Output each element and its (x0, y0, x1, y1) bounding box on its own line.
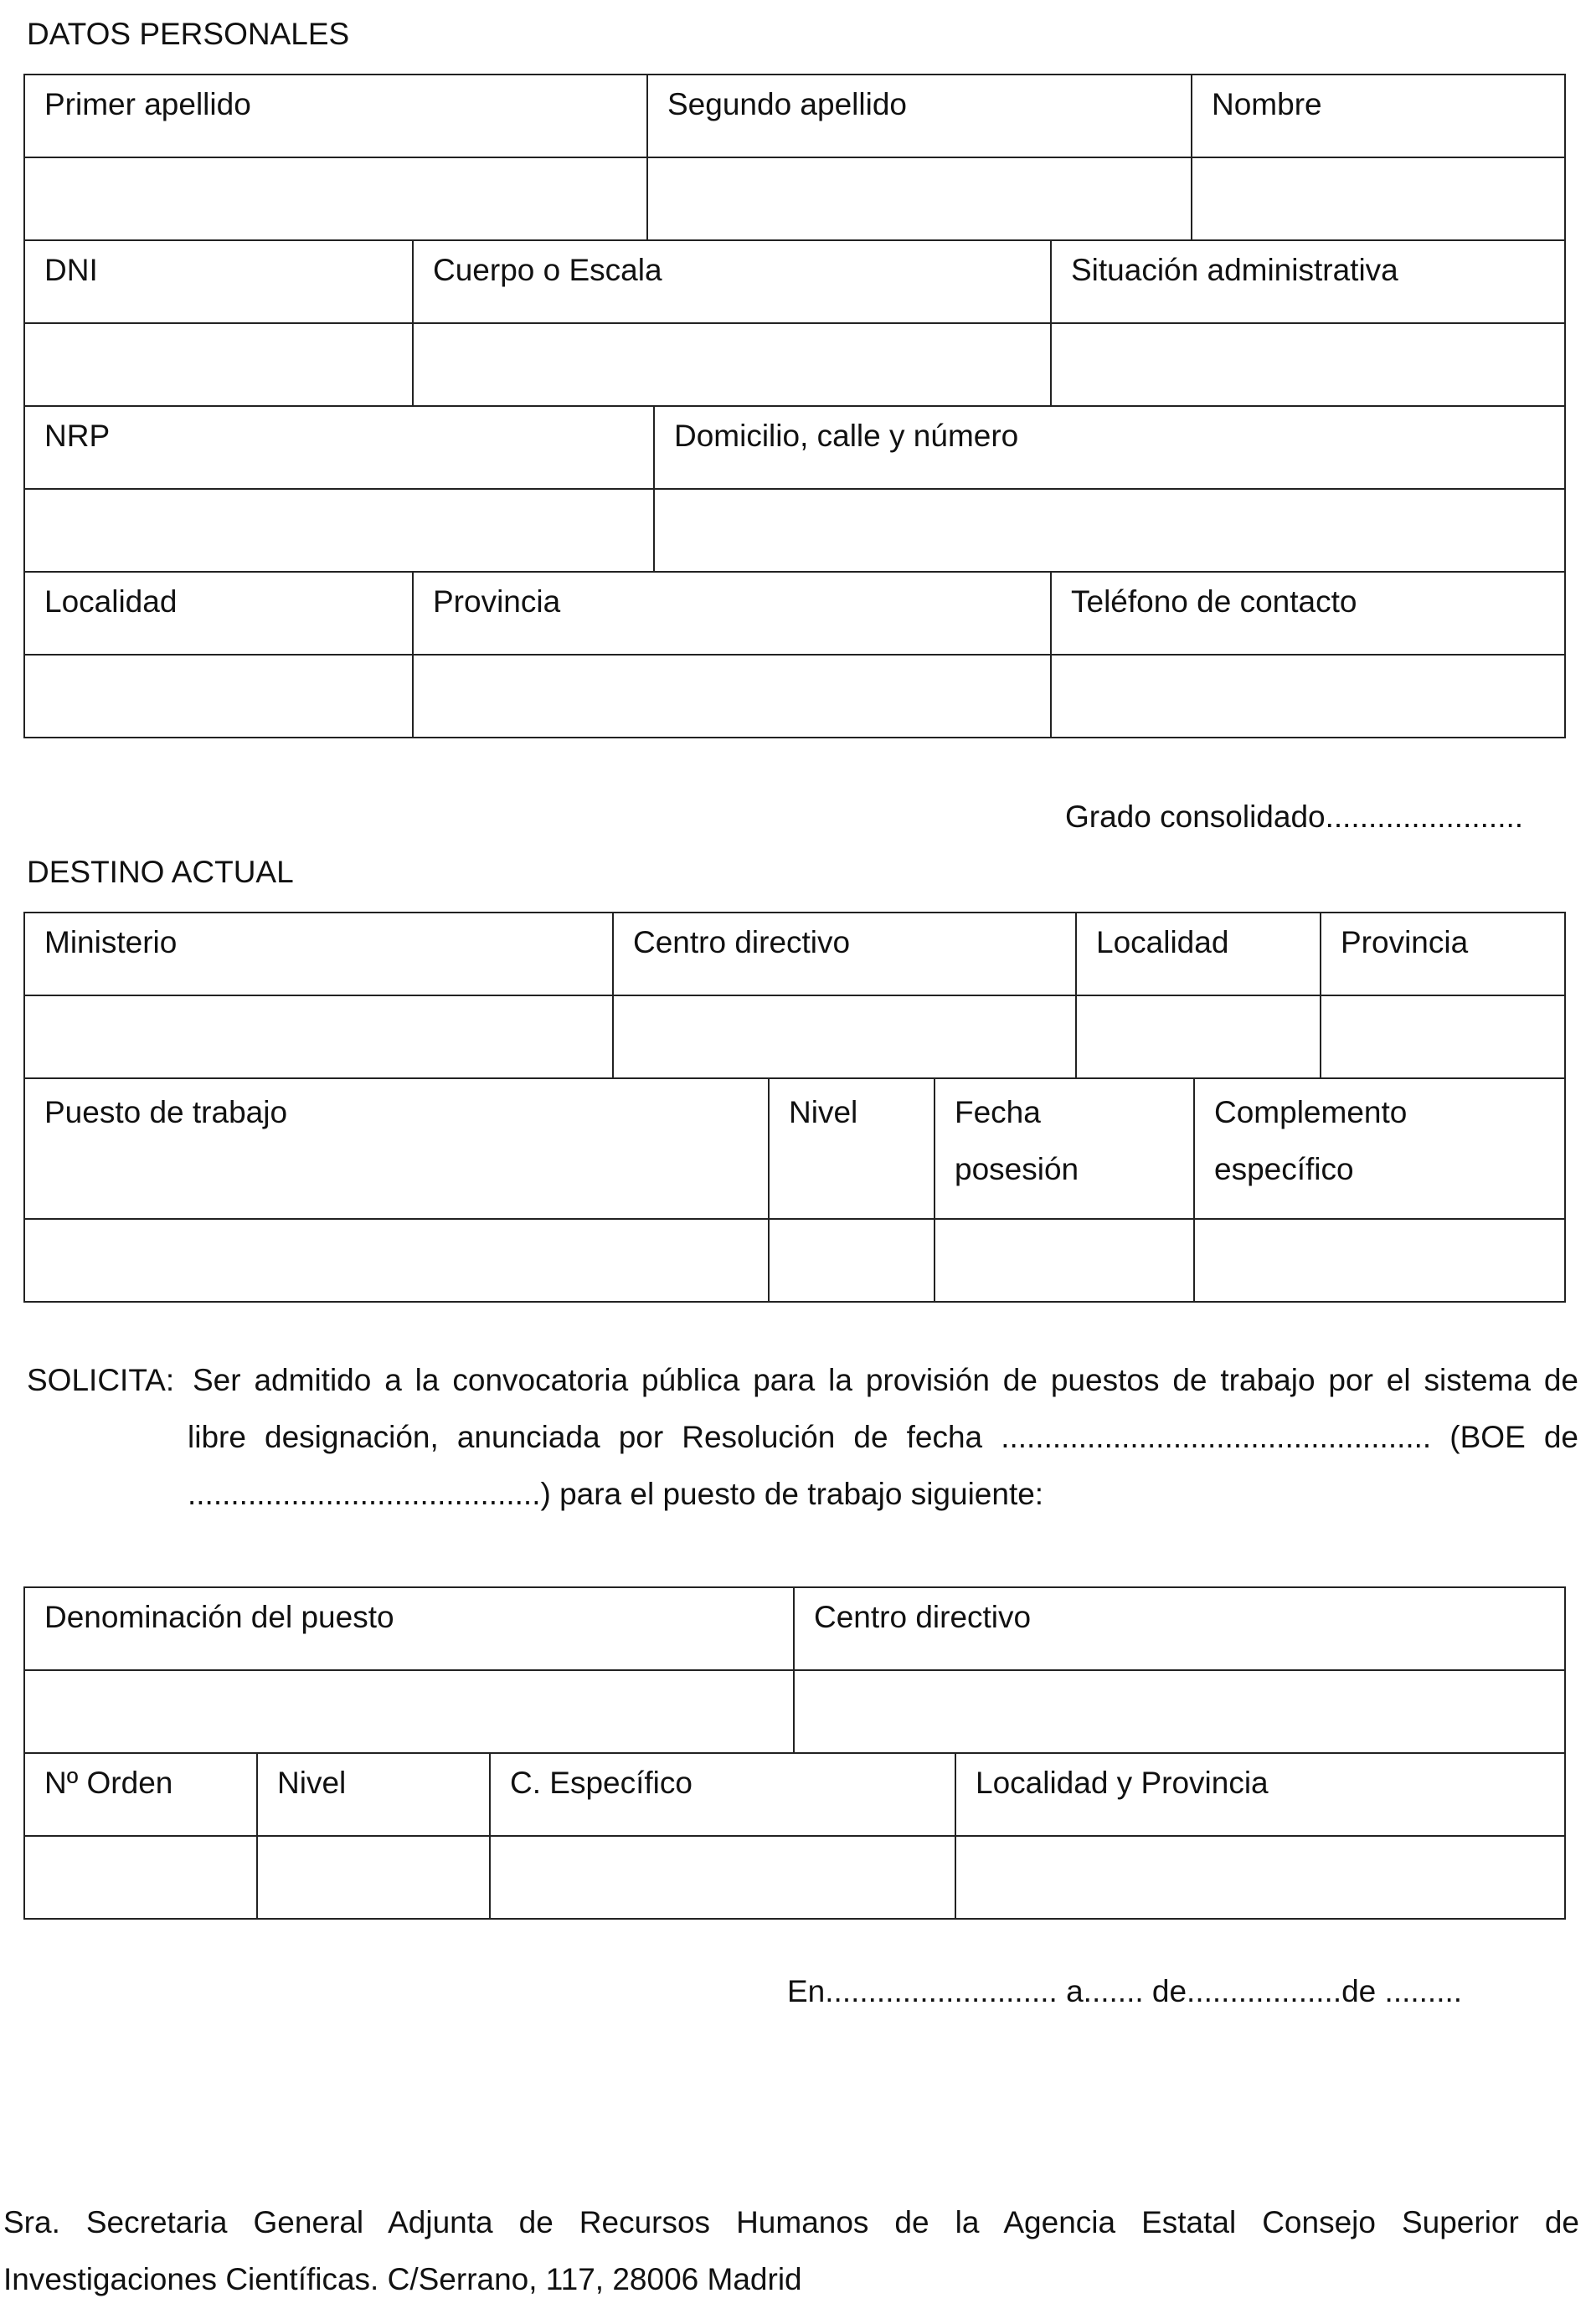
label-complemento-line1: Complemento (1214, 1095, 1408, 1129)
label-denominacion-puesto: Denominación del puesto (24, 1587, 794, 1670)
label-fecha-line2: posesión (955, 1152, 1079, 1186)
field-ministerio[interactable] (24, 995, 613, 1078)
destino-actual-table-1 (23, 912, 1566, 1079)
field-dni[interactable] (24, 323, 413, 406)
grado-consolidado: Grado consolidado....................... (1065, 800, 1524, 834)
label-complemento-especifico (1194, 1078, 1565, 1219)
label-solicitado-nivel: Nivel (257, 1753, 490, 1836)
label-complemento-line2: específico (1214, 1152, 1354, 1186)
field-destino-provincia[interactable] (1321, 995, 1565, 1078)
label-c-especifico: C. Específico (490, 1753, 955, 1836)
label-domicilio: Domicilio, calle y número (654, 406, 1565, 489)
field-c-especifico[interactable] (490, 1836, 955, 1919)
field-denominacion-puesto[interactable] (24, 1670, 794, 1753)
field-nivel[interactable] (769, 1219, 935, 1302)
field-solicitado-nivel[interactable] (257, 1836, 490, 1919)
label-ministerio: Ministerio (24, 913, 613, 995)
section-heading-destino-actual: DESTINO ACTUAL (27, 855, 294, 889)
label-provincia: Provincia (413, 572, 1051, 655)
destino-actual-table-2 (23, 1077, 1566, 1303)
field-telefono[interactable] (1051, 655, 1565, 738)
label-telefono: Teléfono de contacto (1051, 572, 1565, 655)
section-heading-datos-personales: DATOS PERSONALES (27, 17, 350, 51)
field-nombre[interactable] (1192, 157, 1565, 240)
label-nivel: Nivel (769, 1078, 935, 1219)
label-solicitado-centro-directivo: Centro directivo (794, 1587, 1565, 1670)
label-fecha-line1: Fecha (955, 1095, 1041, 1129)
label-nrp: NRP (24, 406, 654, 489)
label-segundo-apellido: Segundo apellido (647, 75, 1192, 157)
label-cuerpo-escala: Cuerpo o Escala (413, 240, 1051, 323)
field-domicilio[interactable] (654, 489, 1565, 572)
field-segundo-apellido[interactable] (647, 157, 1192, 240)
field-n-orden[interactable] (24, 1836, 257, 1919)
label-n-orden: Nº Orden (24, 1753, 257, 1836)
field-centro-directivo[interactable] (613, 995, 1076, 1078)
datos-personales-table-2 (23, 239, 1566, 407)
field-cuerpo-escala[interactable] (413, 323, 1051, 406)
datos-personales-table-1 (23, 74, 1566, 241)
footer-line-2: Investigaciones Científicas. C/Serrano, 117, 28006 Madrid (3, 2262, 802, 2296)
label-destino-provincia: Provincia (1321, 913, 1565, 995)
puesto-solicitado-table-1 (23, 1586, 1566, 1754)
solicita-label: SOLICITA: (27, 1363, 175, 1397)
solicita-line-1: Ser admitido a la convocatoria pública para la provisión de puestos de trabajo por el sistema de (193, 1363, 1578, 1397)
label-destino-localidad: Localidad (1076, 913, 1321, 995)
label-localidad-provincia: Localidad y Provincia (955, 1753, 1565, 1836)
field-situacion-administrativa[interactable] (1051, 323, 1565, 406)
field-complemento-especifico[interactable] (1194, 1219, 1565, 1302)
field-fecha-posesion[interactable] (935, 1219, 1194, 1302)
datos-personales-table-4 (23, 571, 1566, 738)
label-primer-apellido: Primer apellido (24, 75, 647, 157)
label-puesto-trabajo: Puesto de trabajo (24, 1078, 769, 1219)
signature-date-line: En........................... a....... de..................de ......... (787, 1974, 1463, 2008)
field-solicitado-centro-directivo[interactable] (794, 1670, 1565, 1753)
field-localidad-provincia[interactable] (955, 1836, 1565, 1919)
label-situacion-administrativa: Situación administrativa (1051, 240, 1565, 323)
field-nrp[interactable] (24, 489, 654, 572)
datos-personales-table-3 (23, 405, 1566, 573)
footer-line-1: Sra. Secretaria General Adjunta de Recursos Humanos de la Agencia Estatal Consejo Superior de (3, 2205, 1579, 2239)
field-provincia[interactable] (413, 655, 1051, 738)
field-localidad[interactable] (24, 655, 413, 738)
label-nombre: Nombre (1192, 75, 1565, 157)
label-centro-directivo: Centro directivo (613, 913, 1076, 995)
label-fecha-posesion (935, 1078, 1194, 1219)
field-primer-apellido[interactable] (24, 157, 647, 240)
field-puesto-trabajo[interactable] (24, 1219, 769, 1302)
puesto-solicitado-table-2 (23, 1752, 1566, 1920)
field-destino-localidad[interactable] (1076, 995, 1321, 1078)
label-localidad: Localidad (24, 572, 413, 655)
label-dni: DNI (24, 240, 413, 323)
solicita-line-2: libre designación, anunciada por Resolución de fecha .................................................. (BOE de (188, 1420, 1578, 1454)
solicita-line-3: .........................................) para el puesto de trabajo siguiente: (188, 1477, 1044, 1511)
